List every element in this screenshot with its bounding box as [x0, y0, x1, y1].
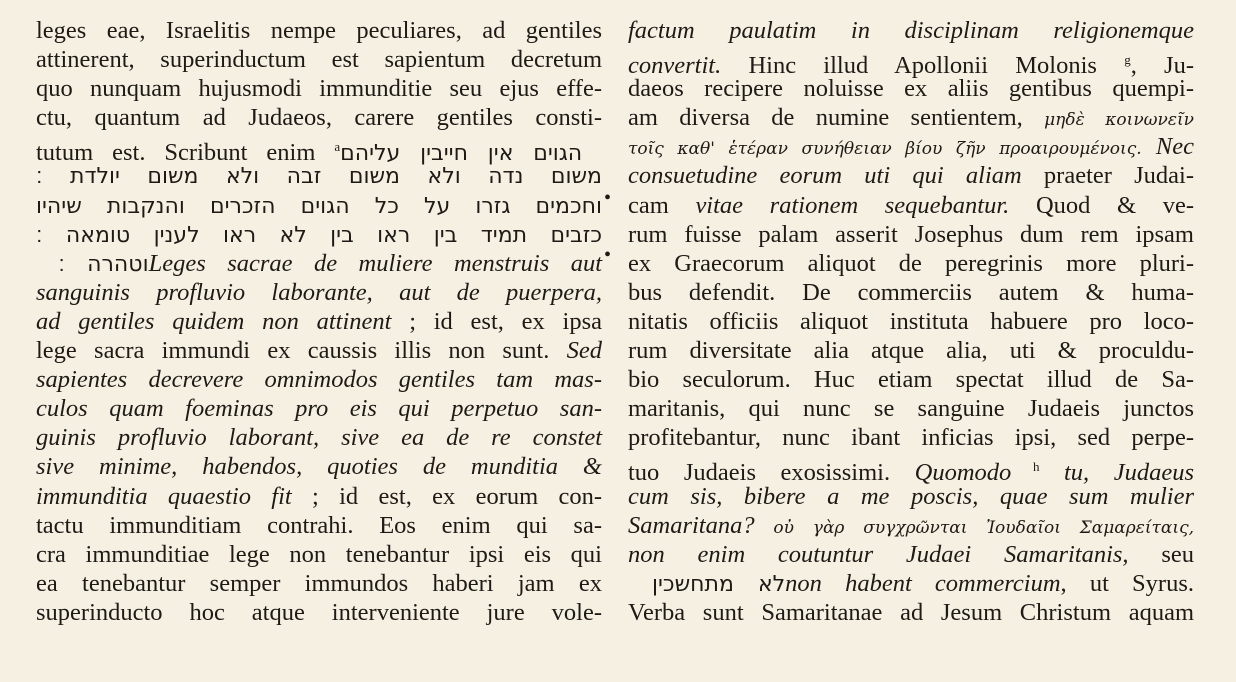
- text-line: [36, 16, 602, 45]
- text-segment: am diversa de numine sentientem,: [628, 104, 1045, 132]
- text-line: [36, 540, 602, 569]
- footnote-ref: a: [334, 139, 341, 155]
- text-segment: bus defendit. De commerciis autem & huma-: [628, 278, 1194, 306]
- text-line: [628, 132, 1194, 161]
- text-segment: Leges sacrae de muliere menstruis aut: [148, 249, 602, 277]
- text-line: [628, 74, 1194, 103]
- text-line: [36, 191, 602, 220]
- text-line: [36, 598, 602, 627]
- text-line: [628, 394, 1194, 423]
- text-line: [36, 278, 602, 307]
- text-segment: guinis profluvio laborant, sive ea de re constet: [36, 424, 602, 452]
- text-line: [36, 45, 602, 74]
- text-line: [628, 569, 1194, 598]
- text-line: [36, 103, 602, 132]
- text-segment: attinerent, superinductum est sapientum decretum: [36, 46, 602, 74]
- left-column: [36, 16, 602, 627]
- text-line: [36, 365, 602, 394]
- text-segment: rum diversitate alia atque alia, uti & proculdu-: [628, 337, 1194, 365]
- hebrew-text: וטהרה ׃: [36, 251, 149, 277]
- text-segment: nitatis officiis aliquot instituta habuere pro loco-: [628, 307, 1194, 335]
- text-segment: consuetudine eorum uti qui aliam: [628, 162, 1022, 190]
- text-segment: Hinc illud Apollonii Molonis: [721, 52, 1125, 80]
- text-line: [36, 132, 602, 167]
- text-line: [628, 452, 1195, 487]
- text-line: [628, 307, 1194, 336]
- greek-text: τοῖς καθ' ἑτέραν συνήθειαν βίου ζῆν προαιρουμένοις.: [628, 139, 1142, 160]
- text-segment: sanguinis profluvio laborante, aut de puerpera,: [36, 278, 602, 306]
- text-segment: Quod & ve-: [1009, 191, 1194, 219]
- text-line: [628, 103, 1194, 132]
- text-segment: praeter Judai-: [1021, 162, 1194, 190]
- text-segment: cam: [628, 191, 696, 219]
- text-segment: quo nunquam hujusmodi immunditie seu ejus effe-: [36, 75, 602, 103]
- text-segment: convertit.: [628, 52, 722, 80]
- text-line: [628, 365, 1194, 394]
- text-segment: ; id est, ex eorum con-: [291, 482, 603, 510]
- margin-mark: •: [604, 187, 612, 209]
- text-segment: tactu immunditiam contrahi. Eos enim qui sa-: [36, 511, 602, 539]
- text-line: [628, 598, 1194, 627]
- margin-mark: •: [604, 244, 612, 266]
- text-segment: ctu, quantum ad Judaeos, carere gentiles consti-: [36, 104, 602, 132]
- text-segment: superinducto hoc atque interveniente jure vole-: [36, 598, 602, 626]
- text-segment: vitae rationem sequebantur.: [695, 191, 1010, 219]
- text-line: [628, 336, 1194, 365]
- text-segment: rum fuisse palam asserit Josephus dum rem ipsam: [628, 220, 1194, 248]
- text-segment: ex Graecorum aliquot de peregrinis more pluri-: [628, 249, 1194, 277]
- hebrew-text: כזבים תמיד בין ראו בין לא ראו לענין טומאה ׃: [36, 222, 602, 248]
- text-line: [36, 569, 602, 598]
- text-line: [36, 220, 602, 249]
- text-segment: non habent commercium: [785, 569, 1061, 597]
- text-segment: profitebantur, nunc ibant inficias ipsi, sed perpe-: [628, 424, 1194, 452]
- text-line: [36, 423, 602, 452]
- text-line: [628, 278, 1194, 307]
- text-segment: tu, Judaeus: [1039, 459, 1195, 487]
- hebrew-text: משום נדה ולא משום זבה ולא משום יולדת ׃: [36, 164, 602, 190]
- text-segment: bio seculorum. Huc etiam spectat illud de Sa-: [628, 366, 1194, 394]
- text-line: [628, 540, 1194, 569]
- text-segment: daeos recipere noluisse ex aliis gentibus quempi-: [628, 75, 1194, 103]
- text-line: [628, 423, 1194, 452]
- text-line: [36, 161, 602, 190]
- text-line: [36, 307, 602, 336]
- hebrew-text: לא מתחשכין: [628, 571, 786, 597]
- text-segment: ; id est, ex ipsa: [391, 307, 602, 335]
- text-segment: Quomodo: [914, 459, 1012, 487]
- text-segment: cum sis, bibere a me poscis, quae sum mulier: [628, 482, 1194, 510]
- text-segment: , Ju-: [1130, 52, 1194, 80]
- text-line: [36, 511, 602, 540]
- text-segment: non enim coutuntur Judaei Samaritanis,: [628, 540, 1129, 568]
- text-segment: Sed: [566, 337, 602, 365]
- text-segment: , ut Syrus.: [1060, 569, 1194, 597]
- hebrew-text: הגוים אין חייבין עליהם: [340, 141, 602, 167]
- text-line: [628, 45, 1194, 80]
- text-segment: lege sacra immundi ex caussis illis non sunt.: [36, 337, 567, 365]
- text-segment: tuo Judaeis exosissimi.: [628, 459, 915, 487]
- hebrew-text: וחכמים גזרו על כל הגוים הזכרים והנקבות שיהיו: [36, 193, 602, 219]
- text-segment: sapientes decrevere omnimodos gentiles tam mas-: [36, 366, 602, 394]
- text-segment: culos quam foeminas pro eis qui perpetuo san-: [36, 395, 602, 423]
- text-segment: sive minime, habendos, quoties de munditia &: [36, 453, 602, 481]
- text-line: [36, 394, 602, 423]
- text-segment: Samaritana?: [628, 511, 755, 539]
- text-line: [628, 482, 1194, 511]
- text-segment: Nec: [1155, 133, 1195, 161]
- text-line: [36, 482, 602, 511]
- right-column: [628, 16, 1194, 627]
- text-line: [628, 511, 1194, 540]
- text-segment: leges eae, Israelitis nempe peculiares, ad gentiles: [36, 17, 602, 44]
- text-segment: tutum est. Scribunt enim: [36, 139, 335, 167]
- text-segment: cra immunditiae lege non tenebantur ipsi eis qui: [36, 540, 602, 568]
- footnote-ref: g: [1124, 52, 1131, 68]
- text-segment: [1142, 133, 1156, 160]
- text-segment: ad gentiles quidem non attinent: [36, 307, 392, 335]
- text-line: [36, 74, 602, 103]
- text-line: [36, 336, 602, 365]
- text-segment: immunditia quaestio fit: [36, 482, 292, 510]
- text-segment: ea tenebantur semper immundos haberi jam ex: [36, 569, 602, 597]
- text-segment: factum paulatim in disciplinam religionemque: [628, 17, 1194, 44]
- greek-text: οὐ γὰρ συγχρῶνται Ἰουδαῖοι Σαμαρείταις,: [754, 517, 1194, 538]
- text-line: [36, 249, 602, 278]
- text-segment: seu: [1128, 540, 1194, 568]
- footnote-ref: h: [1011, 459, 1040, 475]
- greek-text: μηδὲ κοινωνεῖν: [1044, 110, 1194, 131]
- text-line: [36, 452, 602, 481]
- text-line: [628, 16, 1194, 45]
- text-segment: maritanis, qui nunc se sanguine Judaeis junctos: [628, 395, 1194, 423]
- text-segment: Verba sunt Samaritanae ad Jesum Christum aquam: [628, 598, 1194, 626]
